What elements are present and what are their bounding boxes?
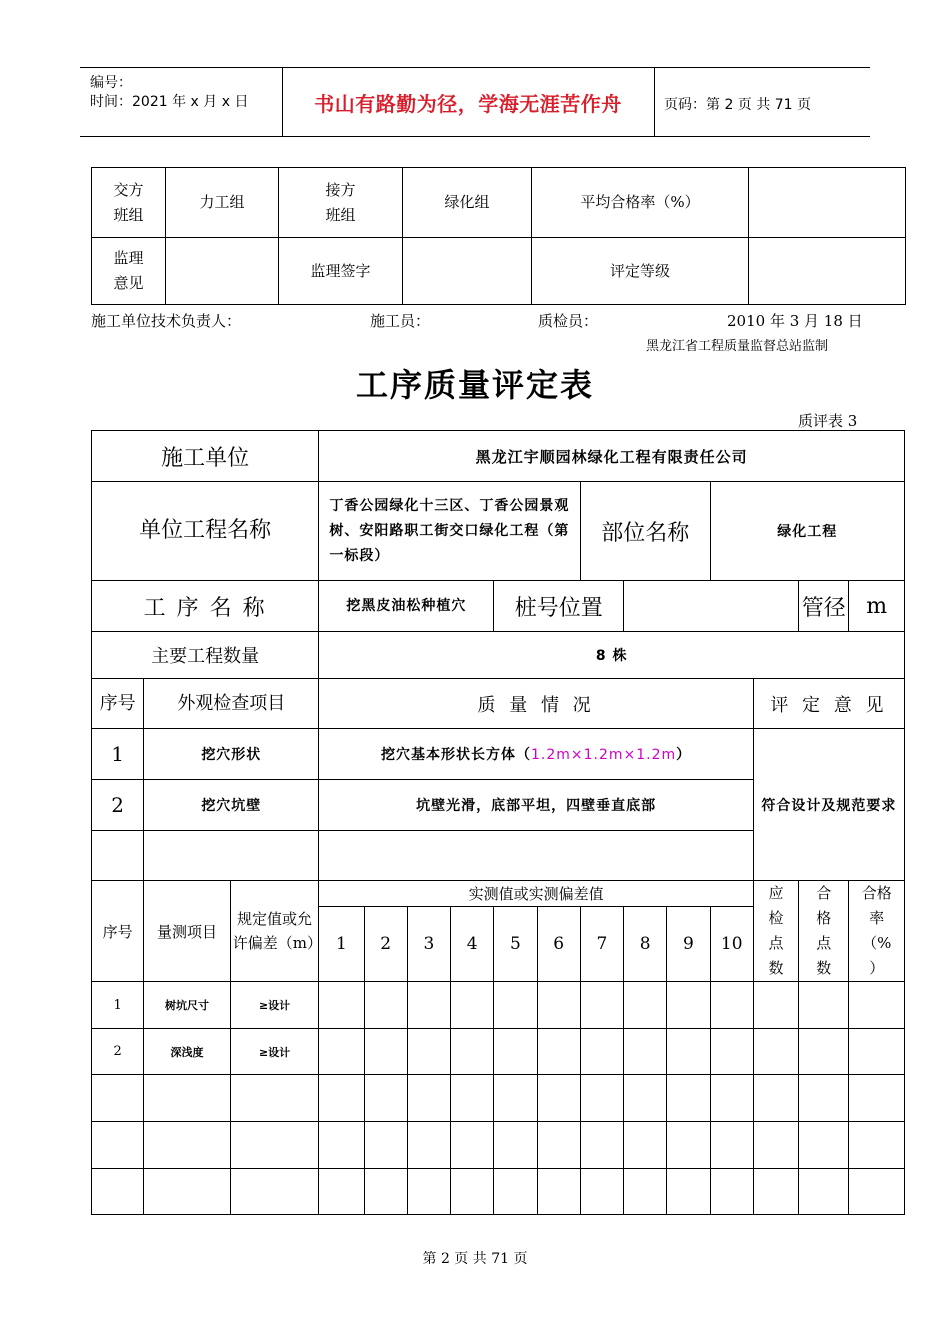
measure-cell[interactable] [667, 1029, 710, 1075]
measure-row1-item: 树坑尺寸 [144, 982, 231, 1029]
point-3: 3 [407, 907, 450, 982]
measure-cell[interactable] [319, 1169, 364, 1215]
appearance-row2-no: 2 [92, 780, 144, 831]
measure-cell[interactable] [849, 1075, 905, 1122]
measure-col-should-text: 应 检 点 数 [768, 884, 784, 977]
project-label-text: 单位工程名称 [139, 518, 272, 543]
measure-cell[interactable] [364, 1122, 407, 1169]
measure-cell[interactable] [799, 1122, 849, 1169]
measure-cell[interactable] [451, 1122, 494, 1169]
measure-cell[interactable] [799, 1075, 849, 1122]
measure-cell[interactable] [92, 1122, 144, 1169]
measure-cell[interactable] [624, 1029, 667, 1075]
measure-row1-tolerance: ≥设计 [230, 982, 319, 1029]
point-8: 8 [624, 907, 667, 982]
jiefang-label [279, 168, 403, 238]
process-label [92, 581, 319, 632]
point-2: 2 [364, 907, 407, 982]
measure-cell[interactable] [451, 982, 494, 1029]
measure-cell[interactable] [849, 1169, 905, 1215]
project-value: 丁香公园绿化十三区、丁香公园景观树、安阳路职工街交口绿化工程（第一标段） [319, 482, 581, 581]
measure-col-measured: 实测值或实测偏差值 [319, 881, 754, 907]
tech-lead-label: 施工单位技术负责人： [91, 312, 242, 330]
point-6: 6 [537, 907, 580, 982]
worker-label: 施工员： [370, 312, 431, 330]
measure-cell[interactable] [494, 1122, 537, 1169]
jianli-sign-label: 监理签字 [279, 238, 403, 305]
header-page-info: 页码：第 2 页 共 71 页 [664, 97, 811, 113]
jianli-text: 监理 意见 [113, 249, 144, 292]
appearance-row3-quality[interactable] [319, 831, 754, 881]
measure-cell[interactable] [537, 982, 580, 1029]
measure-cell[interactable] [667, 1169, 710, 1215]
measure-cell[interactable] [624, 982, 667, 1029]
appearance-col-item: 外观检查项目 [144, 679, 319, 729]
measure-cell[interactable] [580, 1169, 623, 1215]
appearance-opinion: 符合设计及规范要求 [753, 729, 904, 881]
measure-cell[interactable] [407, 982, 450, 1029]
pipe-label: 管径 [799, 581, 849, 632]
measure-cell[interactable] [451, 1075, 494, 1122]
measure-cell[interactable] [319, 1029, 364, 1075]
measure-cell[interactable] [494, 1075, 537, 1122]
header-time: 时间：2021 年 x 月 x 日 [90, 94, 249, 110]
measure-cell[interactable] [667, 1075, 710, 1122]
measure-cell[interactable] [364, 982, 407, 1029]
form-number: 质评表 3 [798, 412, 858, 430]
point-1: 1 [319, 907, 364, 982]
appearance-row1-quality-prefix: 挖穴基本形状长方体（ [381, 747, 531, 763]
unit-value: 黑龙江宇顺园林绿化工程有限责任公司 [319, 431, 905, 482]
measure-col-item: 量测项目 [144, 881, 231, 982]
measure-cell[interactable] [710, 982, 753, 1029]
measure-col-rate [849, 881, 905, 982]
measure-cell[interactable] [753, 1075, 798, 1122]
appearance-row1-no: 1 [92, 729, 144, 780]
avg-rate-label: 平均合格率（%） [532, 168, 749, 238]
point-4: 4 [451, 907, 494, 982]
quality-form-table [91, 430, 905, 1215]
jiaofang-label [92, 168, 166, 238]
measure-cell[interactable] [849, 1122, 905, 1169]
inspector-label: 质检员： [538, 312, 599, 330]
point-10: 10 [710, 907, 753, 982]
project-label [92, 482, 319, 581]
measure-col-pass [799, 881, 849, 982]
point-7: 7 [580, 907, 623, 982]
process-label-text: 工 序 名 称 [143, 595, 267, 621]
jianli-value[interactable] [166, 238, 279, 305]
measure-cell[interactable] [580, 1122, 623, 1169]
point-5: 5 [494, 907, 537, 982]
measure-cell[interactable] [230, 1122, 319, 1169]
measure-cell[interactable] [753, 1029, 798, 1075]
measure-col-should [753, 881, 798, 982]
jianli-sign-value[interactable] [403, 238, 532, 305]
measure-cell[interactable] [144, 1122, 231, 1169]
measure-col-rate-text: 合格 率 （% ） [861, 884, 892, 977]
station-label: 桩号位置 [494, 581, 624, 632]
measure-cell[interactable] [407, 1169, 450, 1215]
measure-cell[interactable] [537, 1029, 580, 1075]
avg-rate-value[interactable] [749, 168, 906, 238]
measure-cell[interactable] [319, 982, 364, 1029]
measure-col-pass-text: 合 格 点 数 [816, 884, 832, 977]
measure-cell[interactable] [451, 1029, 494, 1075]
measure-cell[interactable] [580, 982, 623, 1029]
measure-row1-no: 1 [92, 982, 144, 1029]
measure-cell[interactable] [364, 1169, 407, 1215]
measure-cell[interactable] [624, 1169, 667, 1215]
measure-cell[interactable] [753, 1169, 798, 1215]
measure-cell[interactable] [710, 1122, 753, 1169]
header-divider-right [654, 67, 655, 137]
quantity-value: 8 株 [319, 632, 905, 679]
measure-cell[interactable] [537, 1169, 580, 1215]
measure-cell[interactable] [364, 1029, 407, 1075]
jiefang-text: 接方 班组 [325, 180, 356, 224]
measure-cell[interactable] [319, 1122, 364, 1169]
measure-cell[interactable] [799, 982, 849, 1029]
appearance-row2-item: 挖穴坑壁 [144, 780, 319, 831]
header-bottom-rule [80, 136, 870, 137]
appearance-row1-quality-suffix: ） [676, 747, 692, 763]
appearance-col-no [92, 679, 144, 729]
grade-value[interactable] [749, 238, 906, 305]
measure-row2-no: 2 [92, 1029, 144, 1075]
measure-cell[interactable] [624, 1122, 667, 1169]
handover-table [91, 167, 906, 305]
measure-cell[interactable] [144, 1075, 231, 1122]
measure-cell[interactable] [580, 1029, 623, 1075]
measure-cell[interactable] [667, 982, 710, 1029]
form-title: 工序质量评定表 [355, 366, 594, 404]
appearance-row1-quality-dims: 1.2m×1.2m×1.2m [531, 747, 677, 763]
measure-cell[interactable] [230, 1169, 319, 1215]
page-footer: 第 2 页 共 71 页 [422, 1251, 528, 1267]
point-9: 9 [667, 907, 710, 982]
measure-cell[interactable] [407, 1075, 450, 1122]
measure-row [92, 1029, 905, 1075]
jianli-label [92, 238, 166, 305]
supervisor-org: 黑龙江省工程质量监督总站监制 [646, 339, 829, 354]
appearance-row2-quality: 坑壁光滑，底部平坦，四壁垂直底部 [319, 780, 754, 831]
measure-row [92, 1169, 905, 1215]
measure-cell[interactable] [451, 1169, 494, 1215]
measure-cell[interactable] [494, 1029, 537, 1075]
measure-col-no: 序号 [92, 881, 144, 982]
measure-row2-item: 深浅度 [144, 1029, 231, 1075]
header-bianhao: 编号： [90, 75, 132, 91]
measure-cell[interactable] [753, 1122, 798, 1169]
measure-cell[interactable] [144, 1169, 231, 1215]
grade-label: 评定等级 [532, 238, 749, 305]
measure-cell[interactable] [849, 982, 905, 1029]
measure-cell[interactable] [494, 982, 537, 1029]
measure-cell[interactable] [710, 1169, 753, 1215]
measure-cell[interactable] [537, 1075, 580, 1122]
measure-col-tolerance: 规定值或允许偏差（m） [230, 881, 319, 982]
signoff-date: 2010 年 3 月 18 日 [727, 312, 863, 330]
measure-cell[interactable] [407, 1029, 450, 1075]
appearance-row3-no[interactable] [92, 831, 144, 881]
measure-cell[interactable] [537, 1122, 580, 1169]
measure-cell[interactable] [364, 1075, 407, 1122]
measure-row [92, 982, 905, 1029]
measure-cell[interactable] [92, 1075, 144, 1122]
measure-cell[interactable] [230, 1075, 319, 1122]
header-motto: 书山有路勤为径，学海无涯苦作舟 [314, 91, 622, 116]
station-value[interactable] [624, 581, 799, 632]
measure-cell[interactable] [799, 1029, 849, 1075]
measure-cell[interactable] [753, 982, 798, 1029]
measure-cell[interactable] [92, 1169, 144, 1215]
jiefang-value: 绿化组 [403, 168, 532, 238]
measure-row2-tolerance: ≥设计 [230, 1029, 319, 1075]
jiaofang-text: 交方 班组 [113, 180, 144, 224]
measure-cell[interactable] [849, 1029, 905, 1075]
measure-cell[interactable] [407, 1122, 450, 1169]
appearance-col-quality: 质 量 情 况 [319, 679, 754, 729]
quantity-label: 主要工程数量 [92, 632, 319, 679]
measure-cell[interactable] [580, 1075, 623, 1122]
measure-cell[interactable] [710, 1075, 753, 1122]
appearance-col-opinion: 评 定 意 见 [753, 679, 904, 729]
pipe-unit: m [849, 581, 905, 632]
measure-cell[interactable] [667, 1122, 710, 1169]
appearance-row1-item: 挖穴形状 [144, 729, 319, 780]
appearance-col-no-text: 序号 [99, 692, 136, 714]
measure-cell[interactable] [710, 1029, 753, 1075]
jiaofang-value: 力工组 [166, 168, 279, 238]
part-label: 部位名称 [580, 482, 710, 581]
measure-row [92, 1075, 905, 1122]
measure-cell[interactable] [319, 1075, 364, 1122]
appearance-row3-item[interactable] [144, 831, 319, 881]
appearance-row1-quality [319, 729, 754, 780]
unit-label: 施工单位 [92, 431, 319, 482]
measure-cell[interactable] [624, 1075, 667, 1122]
measure-cell[interactable] [494, 1169, 537, 1215]
process-value: 挖黑皮油松种植穴 [319, 581, 494, 632]
measure-cell[interactable] [799, 1169, 849, 1215]
part-value: 绿化工程 [710, 482, 904, 581]
measure-row [92, 1122, 905, 1169]
